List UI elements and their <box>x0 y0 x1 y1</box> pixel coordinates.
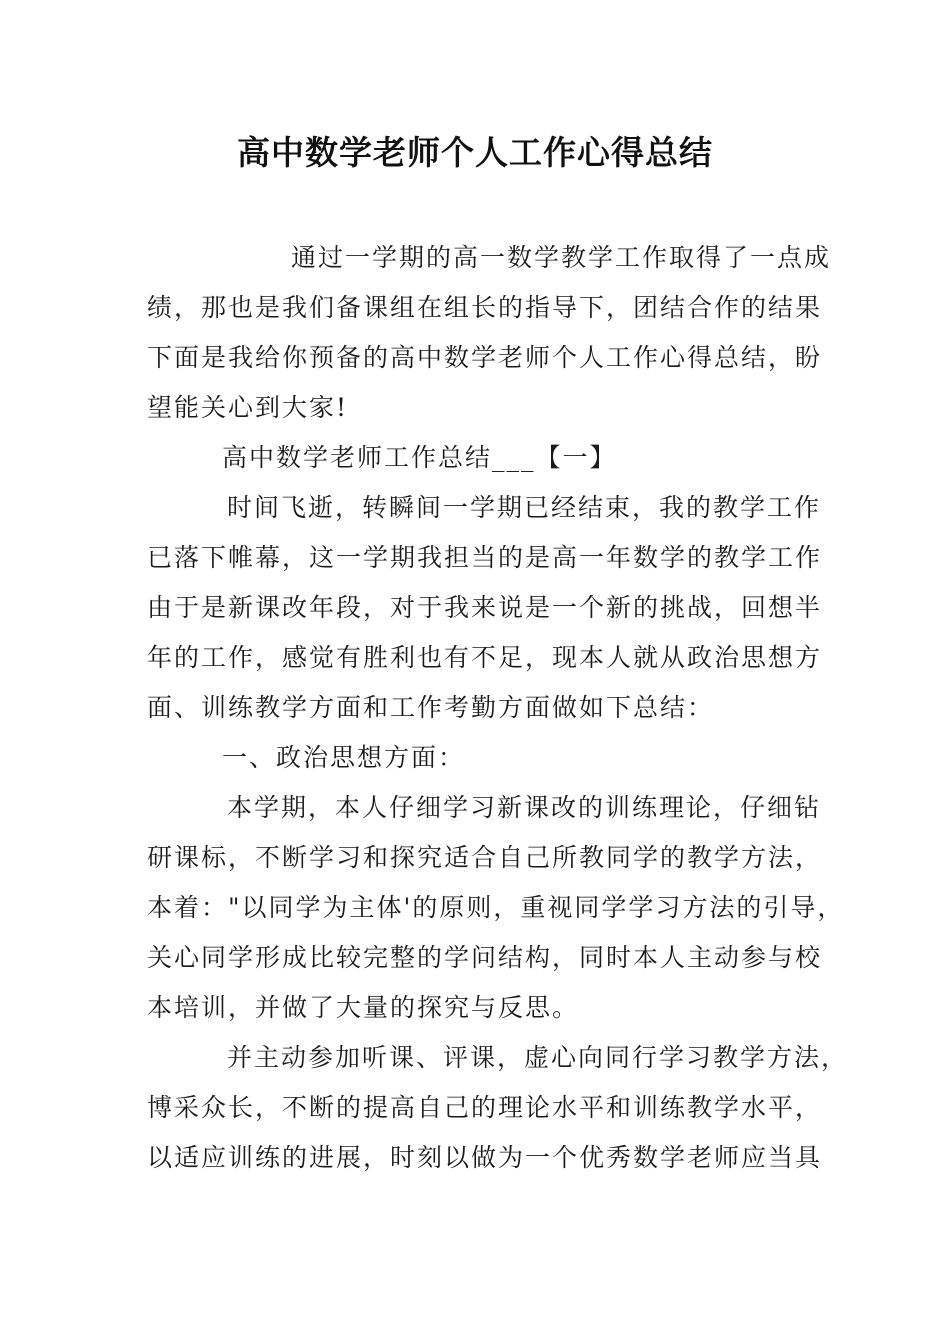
body-line: 本学期，本人仔细学习新课改的训练理论，仔细钻 <box>227 793 822 822</box>
document-title: 高中数学老师个人工作心得总结 <box>237 133 713 172</box>
body-line: 通过一学期的高一数学教学工作取得了一点成 <box>291 243 832 272</box>
body-line: 已落下帷幕，这一学期我担当的是高一年数学的教学工作 <box>147 543 823 572</box>
body-line: 绩，那也是我们备课组在组长的指导下，团结合作的结果 <box>147 293 823 322</box>
body-line: 研课标，不断学习和探究适合自己所教同学的教学方法， <box>147 843 823 872</box>
section-heading: 高中数学老师工作总结___【一】 <box>222 443 617 472</box>
body-line: 本培训，并做了大量的探究与反思。 <box>147 993 580 1022</box>
body-line: 下面是我给你预备的高中数学老师个人工作心得总结，盼 <box>147 343 823 372</box>
subsection-heading: 一、政治思想方面： <box>222 743 466 772</box>
body-line: 博采众长，不断的提高自己的理论水平和训练教学水平， <box>147 1093 823 1122</box>
body-line: 并主动参加听课、评课，虚心向同行学习教学方法， <box>227 1043 849 1072</box>
body-line: 年的工作，感觉有胜利也有不足，现本人就从政治思想方 <box>147 643 823 672</box>
body-line: 面、训练教学方面和工作考勤方面做如下总结： <box>147 693 715 722</box>
body-line: 由于是新课改年段，对于我来说是一个新的挑战，回想半 <box>147 593 823 622</box>
body-line: 本着："以同学为主体'的原则，重视同学学习方法的引导， <box>147 893 845 922</box>
body-line: 以适应训练的进展，时刻以做为一个优秀数学老师应当具 <box>147 1143 823 1172</box>
body-line: 关心同学形成比较完整的学问结构，同时本人主动参与校 <box>147 943 823 972</box>
body-line: 时间飞逝，转瞬间一学期已经结束，我的教学工作 <box>227 493 822 522</box>
body-line: 望能关心到大家! <box>147 393 349 422</box>
